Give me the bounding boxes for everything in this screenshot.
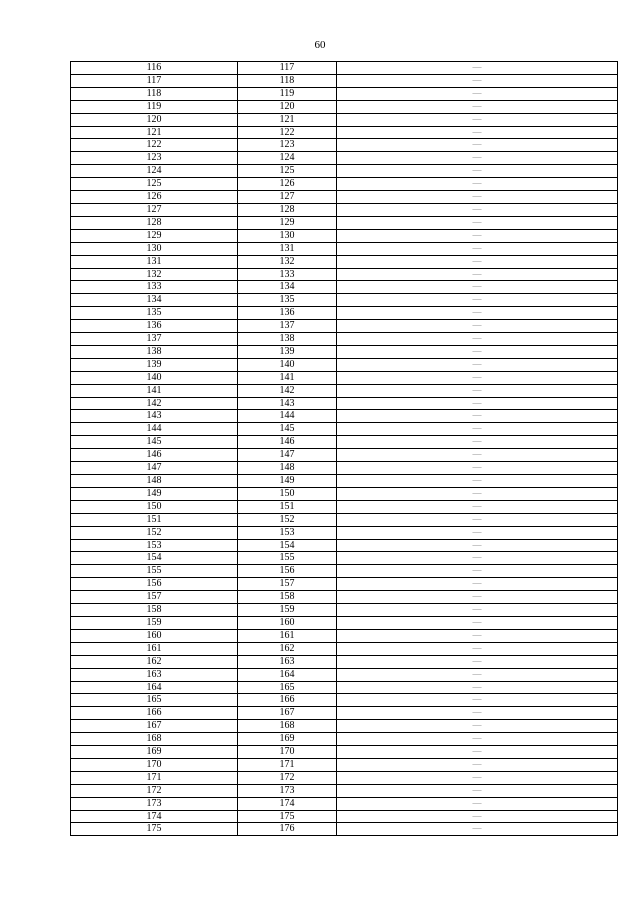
table-cell-dash: — bbox=[337, 707, 618, 720]
table-cell-dash: — bbox=[337, 810, 618, 823]
table-cell-number: 139 bbox=[238, 345, 337, 358]
table-cell-number: 126 bbox=[238, 178, 337, 191]
table-cell-number: 145 bbox=[71, 436, 238, 449]
table-cell-number: 153 bbox=[71, 539, 238, 552]
table-row bbox=[71, 307, 618, 320]
table-cell-dash: — bbox=[337, 720, 618, 733]
table-row bbox=[71, 810, 618, 823]
table-cell-number: 138 bbox=[238, 333, 337, 346]
table-cell-number: 146 bbox=[238, 436, 337, 449]
table-body bbox=[71, 62, 618, 836]
table-row bbox=[71, 797, 618, 810]
table-cell-number: 175 bbox=[71, 823, 238, 836]
table-cell-number: 136 bbox=[71, 320, 238, 333]
table-cell-dash: — bbox=[337, 500, 618, 513]
table-cell-dash: — bbox=[337, 616, 618, 629]
table-cell-number: 163 bbox=[238, 655, 337, 668]
table-cell-number: 168 bbox=[71, 733, 238, 746]
table-cell-number: 165 bbox=[71, 694, 238, 707]
table-cell-number: 154 bbox=[71, 552, 238, 565]
table-cell-number: 157 bbox=[238, 578, 337, 591]
table-cell-number: 169 bbox=[71, 746, 238, 759]
table-cell-dash: — bbox=[337, 526, 618, 539]
table-cell-number: 119 bbox=[71, 100, 238, 113]
table-cell-number: 152 bbox=[238, 513, 337, 526]
table-cell-number: 169 bbox=[238, 733, 337, 746]
table-cell-number: 161 bbox=[71, 642, 238, 655]
table-row bbox=[71, 62, 618, 75]
table-row bbox=[71, 694, 618, 707]
table-cell-number: 172 bbox=[238, 771, 337, 784]
table-cell-number: 168 bbox=[238, 720, 337, 733]
table-row bbox=[71, 216, 618, 229]
table-cell-number: 150 bbox=[71, 500, 238, 513]
table-cell-dash: — bbox=[337, 668, 618, 681]
table-cell-number: 147 bbox=[238, 449, 337, 462]
table-row bbox=[71, 449, 618, 462]
table-row bbox=[71, 268, 618, 281]
table-row bbox=[71, 165, 618, 178]
table-cell-dash: — bbox=[337, 203, 618, 216]
table-cell-dash: — bbox=[337, 100, 618, 113]
table-cell-number: 155 bbox=[71, 565, 238, 578]
table-cell-dash: — bbox=[337, 242, 618, 255]
table-cell-number: 151 bbox=[238, 500, 337, 513]
table-row bbox=[71, 320, 618, 333]
table-row bbox=[71, 668, 618, 681]
table-cell-dash: — bbox=[337, 113, 618, 126]
table-cell-number: 163 bbox=[71, 668, 238, 681]
table-cell-number: 125 bbox=[71, 178, 238, 191]
table-cell-dash: — bbox=[337, 462, 618, 475]
table-row bbox=[71, 513, 618, 526]
table-row bbox=[71, 87, 618, 100]
table-row bbox=[71, 578, 618, 591]
table-cell-dash: — bbox=[337, 152, 618, 165]
table-cell-number: 142 bbox=[238, 384, 337, 397]
table-cell-dash: — bbox=[337, 333, 618, 346]
table-cell-dash: — bbox=[337, 139, 618, 152]
table-row bbox=[71, 203, 618, 216]
table-cell-number: 123 bbox=[238, 139, 337, 152]
table-cell-number: 128 bbox=[71, 216, 238, 229]
table-cell-dash: — bbox=[337, 255, 618, 268]
table-cell-number: 148 bbox=[238, 462, 337, 475]
table-cell-dash: — bbox=[337, 591, 618, 604]
table-row bbox=[71, 410, 618, 423]
table-cell-number: 149 bbox=[238, 475, 337, 488]
table-row bbox=[71, 616, 618, 629]
table-row bbox=[71, 436, 618, 449]
table-cell-dash: — bbox=[337, 358, 618, 371]
table-row bbox=[71, 152, 618, 165]
table-cell-dash: — bbox=[337, 410, 618, 423]
table-cell-number: 127 bbox=[71, 203, 238, 216]
table-cell-dash: — bbox=[337, 823, 618, 836]
table-row bbox=[71, 591, 618, 604]
table-cell-dash: — bbox=[337, 694, 618, 707]
table-cell-number: 125 bbox=[238, 165, 337, 178]
table-cell-number: 137 bbox=[71, 333, 238, 346]
table-cell-number: 137 bbox=[238, 320, 337, 333]
table-row bbox=[71, 371, 618, 384]
table-cell-number: 176 bbox=[238, 823, 337, 836]
table-cell-dash: — bbox=[337, 165, 618, 178]
table-row bbox=[71, 126, 618, 139]
table-row bbox=[71, 487, 618, 500]
table-row bbox=[71, 229, 618, 242]
table-row bbox=[71, 629, 618, 642]
table-cell-number: 152 bbox=[71, 526, 238, 539]
table-cell-dash: — bbox=[337, 746, 618, 759]
table-cell-number: 124 bbox=[238, 152, 337, 165]
table-cell-number: 174 bbox=[238, 797, 337, 810]
table-cell-number: 164 bbox=[238, 668, 337, 681]
table-cell-number: 139 bbox=[71, 358, 238, 371]
table-row bbox=[71, 642, 618, 655]
table-cell-number: 153 bbox=[238, 526, 337, 539]
table-row bbox=[71, 720, 618, 733]
table-row bbox=[71, 397, 618, 410]
table-cell-number: 167 bbox=[71, 720, 238, 733]
table-cell-dash: — bbox=[337, 758, 618, 771]
table-cell-number: 166 bbox=[71, 707, 238, 720]
table-cell-dash: — bbox=[337, 320, 618, 333]
table-cell-number: 143 bbox=[71, 410, 238, 423]
table-cell-number: 157 bbox=[71, 591, 238, 604]
table-cell-number: 151 bbox=[71, 513, 238, 526]
table-cell-number: 159 bbox=[71, 616, 238, 629]
table-cell-dash: — bbox=[337, 191, 618, 204]
table-cell-number: 131 bbox=[238, 242, 337, 255]
table-row bbox=[71, 784, 618, 797]
table-cell-dash: — bbox=[337, 281, 618, 294]
table-cell-dash: — bbox=[337, 384, 618, 397]
table-cell-number: 133 bbox=[71, 281, 238, 294]
table-cell-number: 146 bbox=[71, 449, 238, 462]
table-cell-dash: — bbox=[337, 126, 618, 139]
table-cell-number: 133 bbox=[238, 268, 337, 281]
table-row bbox=[71, 242, 618, 255]
table-cell-dash: — bbox=[337, 62, 618, 75]
table-cell-number: 171 bbox=[238, 758, 337, 771]
table-cell-number: 129 bbox=[71, 229, 238, 242]
table-cell-dash: — bbox=[337, 733, 618, 746]
table-row bbox=[71, 733, 618, 746]
table-cell-number: 140 bbox=[71, 371, 238, 384]
table-cell-number: 170 bbox=[238, 746, 337, 759]
table-cell-number: 130 bbox=[238, 229, 337, 242]
table-row bbox=[71, 191, 618, 204]
table-cell-number: 144 bbox=[238, 410, 337, 423]
table-cell-dash: — bbox=[337, 87, 618, 100]
table-cell-dash: — bbox=[337, 74, 618, 87]
table-cell-dash: — bbox=[337, 784, 618, 797]
table-cell-number: 142 bbox=[71, 397, 238, 410]
table-cell-number: 132 bbox=[238, 255, 337, 268]
table-cell-number: 149 bbox=[71, 487, 238, 500]
table-row bbox=[71, 746, 618, 759]
table-cell-number: 165 bbox=[238, 681, 337, 694]
table-cell-number: 173 bbox=[71, 797, 238, 810]
table-cell-number: 161 bbox=[238, 629, 337, 642]
table-cell-number: 116 bbox=[71, 62, 238, 75]
table-cell-dash: — bbox=[337, 268, 618, 281]
table-cell-dash: — bbox=[337, 771, 618, 784]
table-cell-number: 154 bbox=[238, 539, 337, 552]
table-row bbox=[71, 552, 618, 565]
table-cell-number: 134 bbox=[238, 281, 337, 294]
table-cell-number: 158 bbox=[71, 604, 238, 617]
table-cell-dash: — bbox=[337, 513, 618, 526]
table-cell-dash: — bbox=[337, 371, 618, 384]
table-cell-dash: — bbox=[337, 178, 618, 191]
table-row bbox=[71, 358, 618, 371]
table-row bbox=[71, 681, 618, 694]
table-cell-number: 160 bbox=[238, 616, 337, 629]
table-cell-number: 174 bbox=[71, 810, 238, 823]
table-row bbox=[71, 178, 618, 191]
table-cell-dash: — bbox=[337, 797, 618, 810]
table-cell-dash: — bbox=[337, 423, 618, 436]
table-row bbox=[71, 707, 618, 720]
table-row bbox=[71, 281, 618, 294]
data-table bbox=[70, 61, 618, 836]
table-cell-number: 135 bbox=[71, 307, 238, 320]
table-cell-dash: — bbox=[337, 345, 618, 358]
table-cell-number: 130 bbox=[71, 242, 238, 255]
table-cell-number: 173 bbox=[238, 784, 337, 797]
table-cell-dash: — bbox=[337, 681, 618, 694]
table-cell-number: 131 bbox=[71, 255, 238, 268]
table-cell-number: 162 bbox=[238, 642, 337, 655]
table-cell-number: 124 bbox=[71, 165, 238, 178]
table-row bbox=[71, 294, 618, 307]
table-cell-number: 155 bbox=[238, 552, 337, 565]
table-cell-number: 159 bbox=[238, 604, 337, 617]
table-cell-number: 166 bbox=[238, 694, 337, 707]
table-row bbox=[71, 565, 618, 578]
table-cell-number: 119 bbox=[238, 87, 337, 100]
table-cell-number: 136 bbox=[238, 307, 337, 320]
table-cell-dash: — bbox=[337, 655, 618, 668]
table-cell-dash: — bbox=[337, 449, 618, 462]
table-cell-number: 164 bbox=[71, 681, 238, 694]
table-cell-dash: — bbox=[337, 436, 618, 449]
table-row bbox=[71, 526, 618, 539]
table-cell-number: 172 bbox=[71, 784, 238, 797]
table-cell-dash: — bbox=[337, 565, 618, 578]
table-row bbox=[71, 604, 618, 617]
table-cell-number: 129 bbox=[238, 216, 337, 229]
table-row bbox=[71, 255, 618, 268]
table-cell-number: 150 bbox=[238, 487, 337, 500]
table-cell-number: 122 bbox=[71, 139, 238, 152]
table-cell-number: 135 bbox=[238, 294, 337, 307]
table-cell-dash: — bbox=[337, 216, 618, 229]
table-row bbox=[71, 333, 618, 346]
table-cell-number: 138 bbox=[71, 345, 238, 358]
table-cell-number: 123 bbox=[71, 152, 238, 165]
table-cell-number: 132 bbox=[71, 268, 238, 281]
table-cell-dash: — bbox=[337, 229, 618, 242]
table-row bbox=[71, 462, 618, 475]
table-cell-number: 175 bbox=[238, 810, 337, 823]
table-cell-dash: — bbox=[337, 539, 618, 552]
table-row bbox=[71, 100, 618, 113]
table-cell-number: 156 bbox=[238, 565, 337, 578]
table-cell-number: 158 bbox=[238, 591, 337, 604]
table-cell-number: 121 bbox=[238, 113, 337, 126]
table-row bbox=[71, 539, 618, 552]
table-cell-number: 162 bbox=[71, 655, 238, 668]
table-cell-number: 170 bbox=[71, 758, 238, 771]
table-cell-dash: — bbox=[337, 642, 618, 655]
table-cell-dash: — bbox=[337, 604, 618, 617]
table-cell-dash: — bbox=[337, 307, 618, 320]
table-cell-number: 118 bbox=[71, 87, 238, 100]
table-cell-number: 127 bbox=[238, 191, 337, 204]
table-cell-number: 148 bbox=[71, 475, 238, 488]
table-cell-number: 144 bbox=[71, 423, 238, 436]
table-row bbox=[71, 758, 618, 771]
table-cell-number: 121 bbox=[71, 126, 238, 139]
page-number: 60 bbox=[314, 39, 326, 51]
table-row bbox=[71, 384, 618, 397]
table-cell-number: 147 bbox=[71, 462, 238, 475]
table-cell-number: 126 bbox=[71, 191, 238, 204]
table-cell-number: 120 bbox=[71, 113, 238, 126]
table-cell-number: 128 bbox=[238, 203, 337, 216]
table-row bbox=[71, 345, 618, 358]
table-cell-number: 160 bbox=[71, 629, 238, 642]
table-cell-dash: — bbox=[337, 487, 618, 500]
table-row bbox=[71, 423, 618, 436]
table-cell-number: 145 bbox=[238, 423, 337, 436]
table-cell-dash: — bbox=[337, 552, 618, 565]
table-row bbox=[71, 139, 618, 152]
table-row bbox=[71, 655, 618, 668]
table-cell-number: 141 bbox=[238, 371, 337, 384]
table-cell-number: 117 bbox=[71, 74, 238, 87]
table-cell-number: 134 bbox=[71, 294, 238, 307]
table-row bbox=[71, 475, 618, 488]
table-cell-number: 140 bbox=[238, 358, 337, 371]
table-row bbox=[71, 113, 618, 126]
table-cell-dash: — bbox=[337, 397, 618, 410]
table-cell-number: 167 bbox=[238, 707, 337, 720]
table-cell-number: 118 bbox=[238, 74, 337, 87]
table-cell-number: 120 bbox=[238, 100, 337, 113]
table-cell-dash: — bbox=[337, 578, 618, 591]
table-cell-number: 171 bbox=[71, 771, 238, 784]
table-cell-number: 122 bbox=[238, 126, 337, 139]
table-cell-number: 156 bbox=[71, 578, 238, 591]
table-cell-dash: — bbox=[337, 629, 618, 642]
table-row bbox=[71, 500, 618, 513]
table-row bbox=[71, 823, 618, 836]
table-cell-number: 143 bbox=[238, 397, 337, 410]
table-cell-number: 117 bbox=[238, 62, 337, 75]
table-cell-dash: — bbox=[337, 294, 618, 307]
table-cell-dash: — bbox=[337, 475, 618, 488]
table-row bbox=[71, 771, 618, 784]
table-cell-number: 141 bbox=[71, 384, 238, 397]
table-row bbox=[71, 74, 618, 87]
